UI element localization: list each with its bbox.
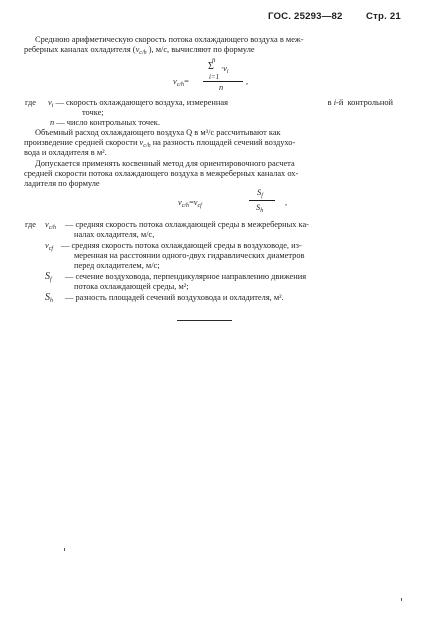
formula1-sum-bottom: i=1 [209,73,220,81]
formula1-lhs [173,77,189,90]
para1-var-sub: c/h [139,50,147,56]
defs2-d2-sub: cf [48,246,54,252]
formula1-comma: , [246,77,249,86]
defs1-vi-in: в [327,98,332,107]
para1-line2 [24,45,255,58]
defs2-d1-sym: v [45,220,49,229]
defs2-d3-line1: — сечение воздуховода, перпендикулярное направлению движения [65,272,307,281]
formula1-fraction-bar [203,81,243,82]
para2-line3: вода и охладителя в м². [24,148,107,157]
para1-line2-pre: реберных каналах охладителя ( [24,45,136,54]
formula2-rhs-var: v [193,198,198,207]
defs2-d3-sub: f [50,277,52,283]
page-number: Стр. 21 [366,11,401,22]
defs2-d2-sym: v [45,241,49,250]
defs2-d1-line2: налах охладителя, м/с, [74,230,155,239]
formula2-den-sym: S [256,203,261,212]
formula1-sum-term [221,64,228,77]
para3-line3: ладителя по формуле [24,179,100,188]
formula2-den-sub: h [260,208,264,214]
formula2-num-sub: f [261,193,263,199]
defs2-d2-symbol [45,241,53,254]
section-separator [177,320,232,321]
defs1-vi-tail [328,98,393,111]
formula2-lhs-var: v [178,198,182,207]
formula1-eq: = [184,77,189,86]
defs2-d2-line2: меренная на расстоянии одного-двух гидравлических диаметров [74,251,305,260]
defs1-vi-sym: v [48,98,52,107]
defs2-d2-line3: перед охладителем, м/с; [74,261,160,270]
formula1-lhs-sub: c/h [176,82,185,88]
scan-mark-right [401,598,402,601]
defs1-where: где [25,98,36,107]
para2-line2-pre: произведение средней скорости [24,138,138,147]
formula1-term-sub: i [226,69,229,75]
defs1-vi-sub: i [51,103,54,109]
defs1-vi-suffix: -й [336,98,344,107]
defs1-vi-line2: точке; [82,108,104,117]
para3-line2: средней скорости потока охлаждающего воздуха в межреберных каналах ох- [24,169,299,178]
formula1-term-var: ·v [221,64,227,73]
defs2-d4-sub: h [50,298,53,304]
para1-line2-post: ), м/с, вычисляют по формуле [146,45,255,54]
formula1-lhs-var: v [173,77,177,86]
scan-mark-left [64,548,65,551]
defs2-d1-sub: c/h [48,225,57,231]
formula2-num-sym: S [257,188,262,197]
formula2-lhs-sub: c/h [181,203,190,209]
defs1-n-line [50,118,160,128]
formula2-fraction-bar [249,200,275,201]
defs2-d4-symbol [45,293,53,306]
defs1-n-sym: n [50,118,55,127]
defs2-d4-line1: — разность площадей сечений воздуховода и охладителя, м². [65,293,284,302]
defs2-d3-symbol [45,272,52,285]
defs2-where: где [25,220,36,229]
formula1-sum-top: n [212,56,216,64]
para3-line1: Допускается применять косвенный метод для ориентировочного расчета [35,159,295,168]
defs1-vi-text: — скорость охлаждающего воздуха, измеренная [55,98,228,107]
defs1-vi-control: контрольной [347,98,393,107]
formula2-denominator [256,203,263,216]
defs2-d3-sym: S [45,271,50,282]
defs2-d1-symbol [45,220,56,233]
defs2-d3-line2: потока охлаждающей среды, м²; [74,282,189,291]
para2-line1: Объемный расход охлаждающего воздуха Q в м³/с рассчитывают как [35,128,281,137]
para2-line2-post: на разность площадей сечений воздухо- [152,138,296,147]
defs1-vi-def [48,98,228,111]
para1-var: v [135,45,140,54]
para2-var-sub: c/h [143,143,151,149]
formula1-sum-sign: Σ [208,61,214,72]
formula2-lhs [178,198,202,211]
formula1-denominator: n [219,83,224,92]
standard-number: ГОС. 25293—82 [268,11,343,22]
defs1-vi-index: i [333,98,337,107]
defs1-n-text: — число контрольных точек. [56,118,160,127]
defs2-d2-line1: — средняя скорость потока охлаждающей среды в воздуховоде, из- [61,241,302,250]
formula2-rhs-sub: cf [197,203,202,209]
defs2-d1-line1: — средняя скорость потока охлаждающей среды в межреберных ка- [65,220,309,229]
defs2-d4-sym: S [45,292,50,303]
formula2-eq: = [189,198,194,207]
para1-line1: Среднюю арифметическую скорость потока охлаждающего воздуха в меж- [35,35,304,44]
para2-var: v [139,138,144,147]
formula2-comma: , [285,198,288,207]
